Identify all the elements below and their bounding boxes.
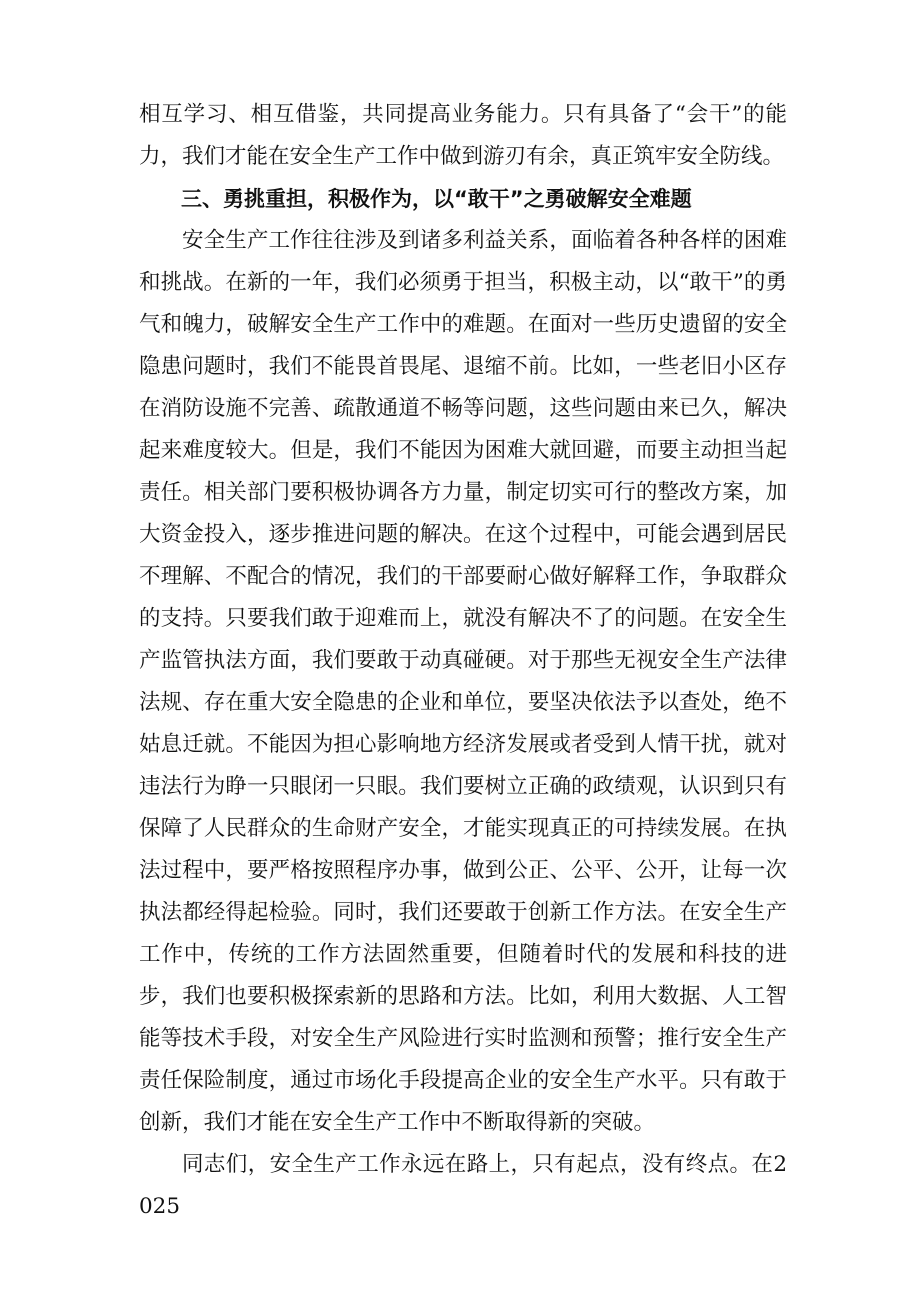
closing-paragraph: 同志们，安全生产工作永远在路上，只有起点，没有终点。在2025 <box>139 1152 787 1219</box>
section-heading: 三、勇挑重担，积极作为，以“敢干”之勇破解安全难题 <box>181 187 692 211</box>
body-paragraph: 安全生产工作往往涉及到诸多利益关系，面临着各种各样的困难和挑战。在新的一年，我们必须勇于担当，积极主动，以“敢干”的勇气和魄力，破解安全生产工作中的难题。在面对一些历史遗留的安全隐患问题时，我们不能畏首畏尾、退缩不前。比如，一些老旧小区存在消防设施不完善、疏散通道不畅等问题，这些问题由来已久，解决起来难度较大。但是，我们不能因为困难大就回避，而要主动担当起责任。相关部门要积极协调各方力量，制定切实可行的整改方案，加大资金投入，逐步推进问题的解决。在这个过程中，可能会遇到居民不理解、不配合的情况，我们的干部要耐心做好解释工作，争取群众的支持。只要我们敢于迎难而上，就没有解决不了的问题。在安全生产监管执法方面，我们要敢于动真碰硬。对于那些无视安全生产法律法规、存在重大安全隐患的企业和单位，要坚决依法予以查处，绝不姑息迁就。不能因为担心影响地方经济发展或者受到人情干扰，就对违法行为睁一只眼闭一只眼。我们要树立正确的政绩观，认识到只有保障了人民群众的生命财产安全，才能实现真正的可持续发展。在执法过程中，要严格按照程序办事，做到公正、公平、公开，让每一次执法都经得起检验。同时，我们还要敢于创新工作方法。在安全生产工作中，传统的工作方法固然重要，但随着时代的发展和科技的进步，我们也要积极探索新的思路和方法。比如，利用大数据、人工智能等技术手段，对安全生产风险进行实时监测和预警；推行安全生产责任保险制度，通过市场化手段提高企业的安全生产水平。只有敢于创新，我们才能在安全生产工作中不断取得新的突破。 <box>139 228 787 1135</box>
document-body <box>139 94 787 1228</box>
paragraph-continuation: 相互学习、相互借鉴，共同提高业务能力。只有具备了“会干”的能力，我们才能在安全生产工作中做到游刃有余，真正筑牢安全防线。 <box>139 102 787 169</box>
